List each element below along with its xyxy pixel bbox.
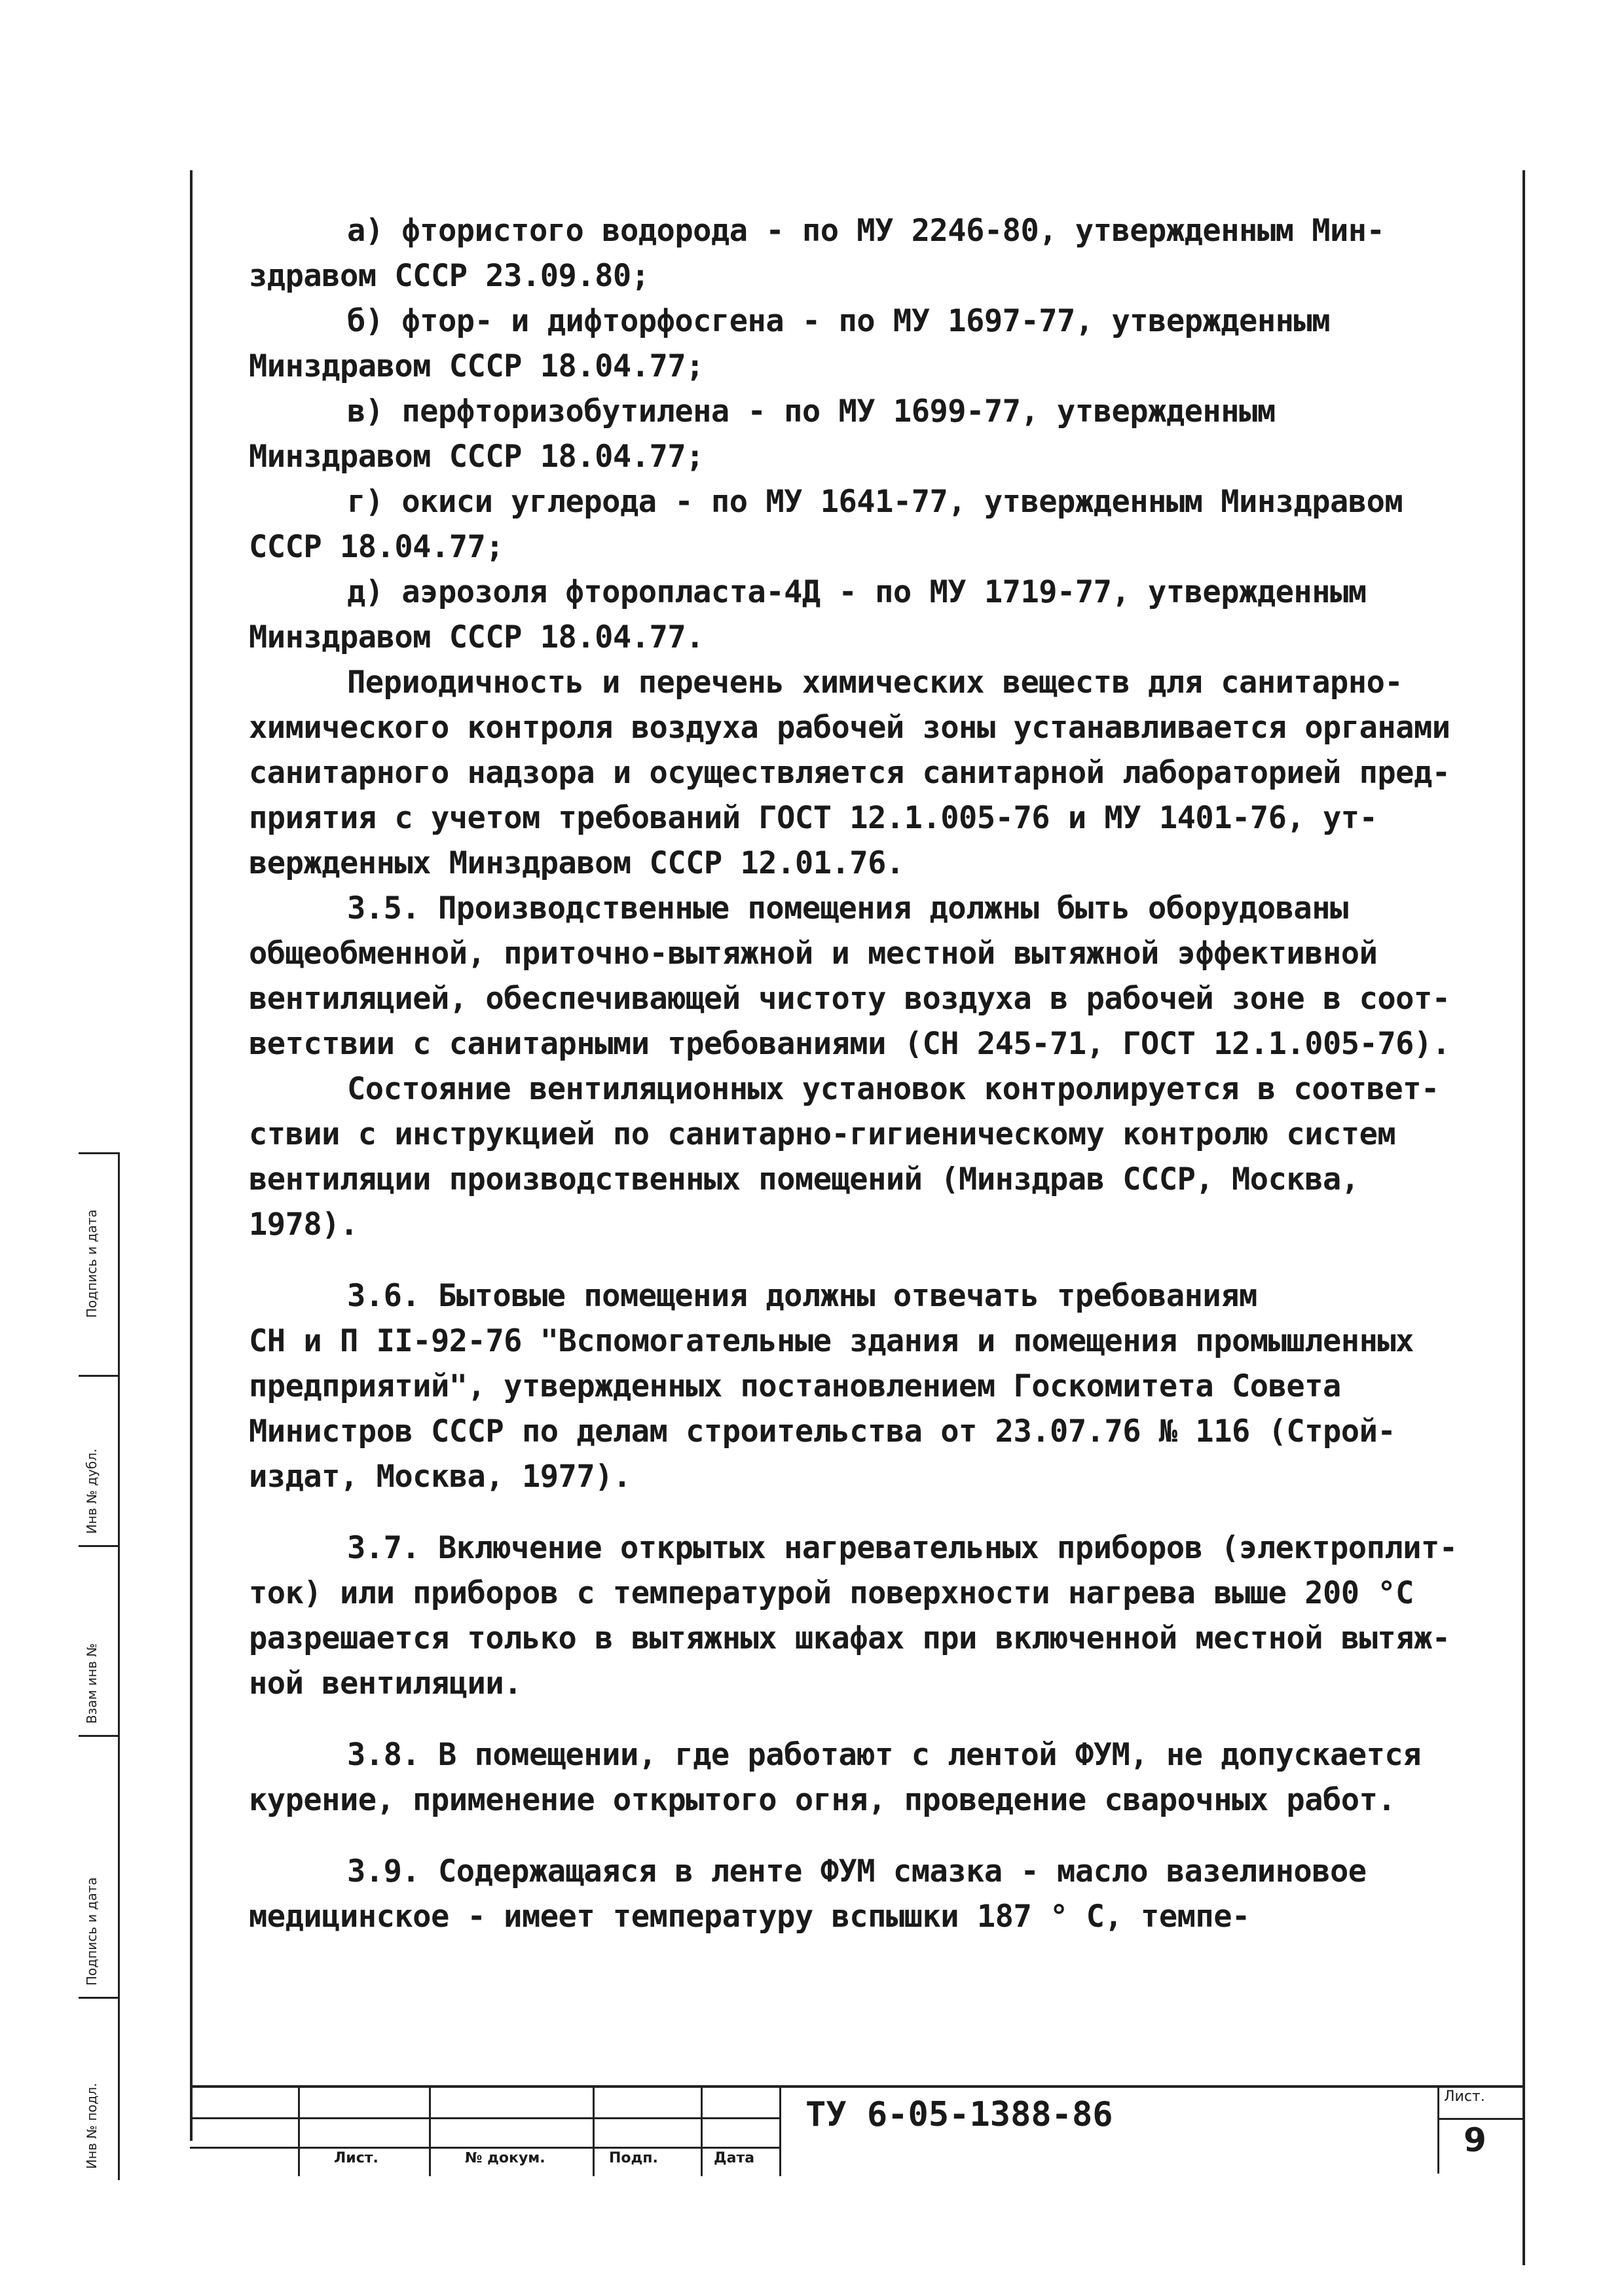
title-block-col — [701, 2088, 703, 2176]
text-line: химического контроля воздуха рабочей зоны устанавливается органами — [249, 710, 1450, 746]
text-line: 3.6. Бытовые помещения должны отвечать требованиям — [347, 1278, 1257, 1314]
strip-cell — [79, 1997, 118, 2182]
title-block-row — [190, 2147, 779, 2149]
document-code: ТУ 6-05-1388-86 — [805, 2095, 1113, 2134]
text-line: курение, применение открытого огня, проведение сварочных работ. — [249, 1782, 1396, 1818]
text-line: ствии с инструкцией по санитарно-гигиеническому контролю систем — [249, 1116, 1396, 1152]
page-frame-right — [1522, 170, 1525, 2265]
col-label-sheet: Лист. — [334, 2150, 378, 2166]
text-line: Минздравом СССР 18.04.77; — [249, 348, 704, 384]
strip-cell — [79, 1152, 118, 1324]
text-line: г) окиси углерода - по МУ 1641-77, утвержденным Минздравом — [347, 484, 1403, 520]
text-line: ветствии с санитарными требованиями (СН 245-71, ГОСТ 12.1.005-76). — [249, 1026, 1450, 1062]
col-label-signature: Подп. — [609, 2150, 658, 2166]
text-line: б) фтор- и дифторфосгена - по МУ 1697-77, утвержденным — [347, 303, 1331, 339]
text-line: санитарного надзора и осуществляется санитарной лабораторией пред- — [249, 755, 1450, 791]
text-line: 3.5. Производственные помещения должны быть оборудованы — [347, 890, 1348, 926]
strip-label-replacement-inv: Взам инв № — [84, 1643, 100, 1724]
col-label-doc-number: № докум. — [465, 2150, 545, 2166]
text-line: медицинское - имеет температуру вспышки 187 ° С, темпе- — [249, 1899, 1250, 1935]
text-line: здравом СССР 23.09.80; — [249, 258, 650, 294]
strip-label-signature-date-2: Подпись и дата — [84, 1877, 100, 1986]
sheet-number: 9 — [1464, 2121, 1486, 2159]
text-line: Минздравом СССР 18.04.77; — [249, 439, 704, 475]
text-line: в) перфторизобутилена - по МУ 1699-77, утвержденным — [347, 393, 1276, 429]
document-body — [249, 208, 1519, 1939]
text-line: вентиляцией, обеспечивающей чистоту воздуха в рабочей зоне в соот- — [249, 981, 1450, 1017]
text-line: разрешается только в вытяжных шкафах при включенной местной вытяж- — [249, 1620, 1450, 1656]
text-line: СН и П II-92-76 "Вспомогательные здания и помещения промышленных — [249, 1323, 1414, 1359]
strip-cell — [79, 1375, 118, 1547]
strip-label-original-inv: Инв № подл. — [84, 2083, 100, 2169]
strip-cell — [79, 1735, 118, 1999]
text-line: д) аэрозоля фторопласта-4Д - по МУ 1719-77, утвержденным — [347, 574, 1367, 610]
text-line: предприятий", утвержденных постановлением Госкомитета Совета — [249, 1368, 1341, 1404]
text-line: а) фтористого водорода - по МУ 2246-80, утвержденным Мин- — [347, 213, 1385, 249]
strip-cell — [79, 1545, 118, 1737]
title-block-col — [593, 2088, 595, 2176]
text-line: СССР 18.04.77; — [249, 529, 504, 565]
strip-label-signature-date: Подпись и дата — [84, 1209, 100, 1318]
text-line: ток) или приборов с температурой поверхности нагрева выше 200 °С — [249, 1575, 1414, 1611]
title-block-col — [298, 2088, 300, 2176]
text-line: вержденных Минздравом СССР 12.01.76. — [249, 845, 904, 881]
text-line: ной вентиляции. — [249, 1666, 522, 1702]
text-line: 3.7. Включение открытых нагревательных приборов (электроплит- — [347, 1530, 1458, 1566]
text-line: 3.8. В помещении, где работают с лентой ФУМ, не допускается — [347, 1737, 1421, 1773]
title-block-row — [190, 2117, 779, 2119]
title-block-col — [429, 2088, 431, 2176]
col-label-date: Дата — [714, 2150, 755, 2166]
text-line: вентиляции производственных помещений (Минздрав СССР, Москва, — [249, 1161, 1359, 1197]
text-line: общеобменной, приточно-вытяжной и местной вытяжной эффективной — [249, 936, 1378, 972]
text-line: Минздравом СССР 18.04.77. — [249, 619, 704, 655]
text-line: Министров СССР по делам строительства от 23.07.76 № 116 (Строй- — [249, 1413, 1396, 1449]
text-line: 1978). — [249, 1207, 358, 1243]
page-frame-left — [190, 170, 193, 2141]
binding-margin-strip — [79, 1152, 120, 2180]
strip-label-duplicate-inv: Инв № дубл. — [84, 1448, 100, 1534]
text-line: приятия с учетом требований ГОСТ 12.1.005-76 и МУ 1401-76, ут- — [249, 800, 1378, 836]
sheet-label: Лист. — [1444, 2088, 1485, 2105]
sheet-box-separator — [1437, 2118, 1522, 2120]
text-line: Состояние вентиляционных установок контролируется в соответ- — [347, 1071, 1439, 1107]
text-line: 3.9. Содержащаяся в ленте ФУМ смазка - масло вазелиновое — [347, 1853, 1367, 1889]
title-block-col — [779, 2088, 781, 2176]
text-line: Периодичность и перечень химических веществ для санитарно- — [347, 665, 1403, 701]
text-line: издат, Москва, 1977). — [249, 1459, 631, 1495]
